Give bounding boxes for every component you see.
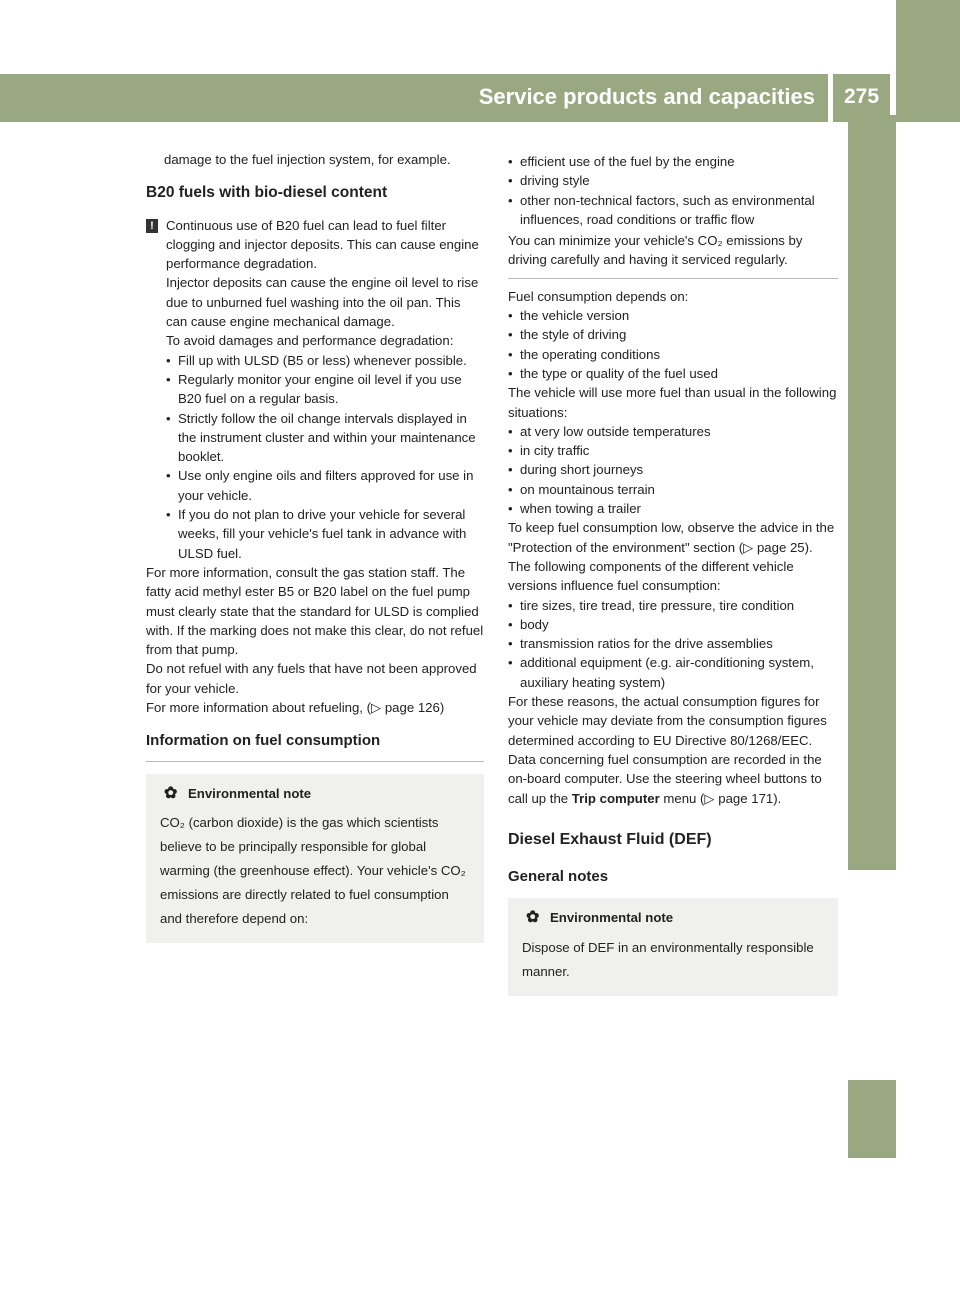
divider — [146, 761, 484, 762]
environmental-note — [146, 774, 484, 943]
right-column — [508, 152, 838, 996]
list-item: • in city traffic — [508, 443, 590, 459]
list-item: • on mountainous terrain — [508, 481, 655, 497]
page-number: 275 — [843, 85, 880, 108]
list-item: • the operating conditions — [508, 346, 661, 362]
bullet-list — [508, 306, 838, 383]
warning-block — [146, 216, 484, 563]
bullet-list — [508, 152, 838, 229]
paragraph: You can minimize your vehicle's CO₂ emissions by driving carefully and having it serviced regularly. — [508, 233, 803, 268]
side-tab-marker — [848, 1080, 896, 1158]
list-item: • tire sizes, tire tread, tire pressure, tire condition — [508, 597, 795, 613]
leaf-icon: ✿ — [164, 784, 178, 802]
list-item: • during short journeys — [508, 462, 644, 478]
subsection-heading: General notes — [508, 868, 609, 886]
list-item: • at very low outside temperatures — [508, 423, 711, 439]
side-tab-bar — [848, 115, 896, 870]
bullet-list — [508, 422, 838, 518]
list-item: • Strictly follow the oil change intervals displayed in the instrument cluster and within your maintenance booklet. — [166, 410, 476, 465]
list-item: • Fill up with ULSD (B5 or less) whenever possible. — [166, 352, 467, 368]
list-item: • driving style — [508, 173, 590, 189]
paragraph: For these reasons, the actual consumption figures for your vehicle may deviate from the consumption figures determined according to EU Directive 80/1268/EEC. — [508, 694, 827, 748]
header-corner — [896, 0, 960, 122]
paragraph: For more information, consult the gas station staff. The fatty acid methyl ester B5 or B20 label on the fuel pump must clearly state that the standard for ULSD is complied with. If the marking does not make this clear, do not refuel from that pump. — [146, 564, 484, 658]
paragraph: Data concerning fuel consumption are recorded in the on-board computer. Use the steering wheel buttons to call up the Trip computer menu (▷ page 171). — [508, 751, 822, 806]
note-text: CO₂ (carbon dioxide) is the gas which scientists believe to be principally responsible for global warming (the greenhouse effect). Your vehicle's CO₂ emissions are directly related to fuel consumption and therefore depend on: — [160, 814, 466, 926]
paragraph: damage to the fuel injection system, for example. — [164, 152, 451, 167]
paragraph: Fuel consumption depends on: — [508, 288, 689, 304]
environmental-note — [508, 898, 838, 995]
paragraph: Injector deposits can cause the engine oil level to rise due to unburned fuel washing into the oil pan. This can cause engine mechanical damage. — [166, 275, 479, 330]
section-heading: Diesel Exhaust Fluid (DEF) — [508, 830, 712, 848]
list-item: • other non-technical factors, such as environmental influences, road conditions or traffic flow — [508, 192, 815, 227]
section-heading: B20 fuels with bio-diesel content — [146, 184, 388, 202]
paragraph: To keep fuel consumption low, observe the advice in the "Protection of the environment" section (▷ page 25). — [508, 520, 835, 555]
note-title: ✿ Environmental note — [164, 784, 312, 802]
note-text: Dispose of DEF in an environmentally responsible manner. — [522, 939, 814, 979]
list-item: • transmission ratios for the drive assemblies — [508, 636, 773, 652]
section-heading: Information on fuel consumption — [146, 732, 381, 750]
leaf-icon: ✿ — [526, 909, 540, 927]
paragraph: To avoid damages and performance degradation: — [166, 333, 454, 349]
divider — [508, 278, 838, 279]
list-item: • Regularly monitor your engine oil level if you use B20 fuel on a regular basis. — [166, 371, 462, 407]
bullet-list — [508, 596, 838, 692]
paragraph: The following components of the different vehicle versions influence fuel consumption: — [508, 558, 794, 594]
warning-icon: ! — [146, 219, 158, 233]
list-item: • Use only engine oils and filters approved for use in your vehicle. — [166, 468, 474, 503]
side-tab-label: Technical data — [860, 899, 885, 1051]
paragraph: The vehicle will use more fuel than usual in the following situations: — [508, 385, 837, 420]
paragraph: Do not refuel with any fuels that have not been approved for your vehicle. — [146, 661, 477, 696]
list-item: • If you do not plan to drive your vehicle for several weeks, fill your vehicle's fuel tank in advance with ULSD fuel. — [166, 507, 467, 561]
list-item: • the type or quality of the fuel used — [508, 365, 718, 381]
list-item: • additional equipment (e.g. air-conditioning system, auxiliary heating system) — [508, 655, 814, 690]
page-title: Service products and capacities — [478, 84, 815, 109]
bullet-list — [166, 351, 484, 563]
warning-text: Continuous use of B20 fuel can lead to fuel filter clogging and injector deposits. This can cause engine performance degradation. — [166, 217, 479, 272]
paragraph: For more information about refueling, (▷ page 126) — [146, 700, 445, 716]
list-item: • the vehicle version — [508, 308, 630, 324]
menu-name: Trip computer — [571, 790, 660, 806]
list-item: • the style of driving — [508, 327, 627, 343]
list-item: • body — [508, 616, 549, 632]
note-title: ✿ Environmental note — [526, 909, 674, 927]
side-tab — [853, 870, 893, 1080]
list-item: • when towing a trailer — [508, 501, 641, 517]
left-column — [146, 150, 484, 943]
list-item: • efficient use of the fuel by the engine — [508, 154, 735, 169]
